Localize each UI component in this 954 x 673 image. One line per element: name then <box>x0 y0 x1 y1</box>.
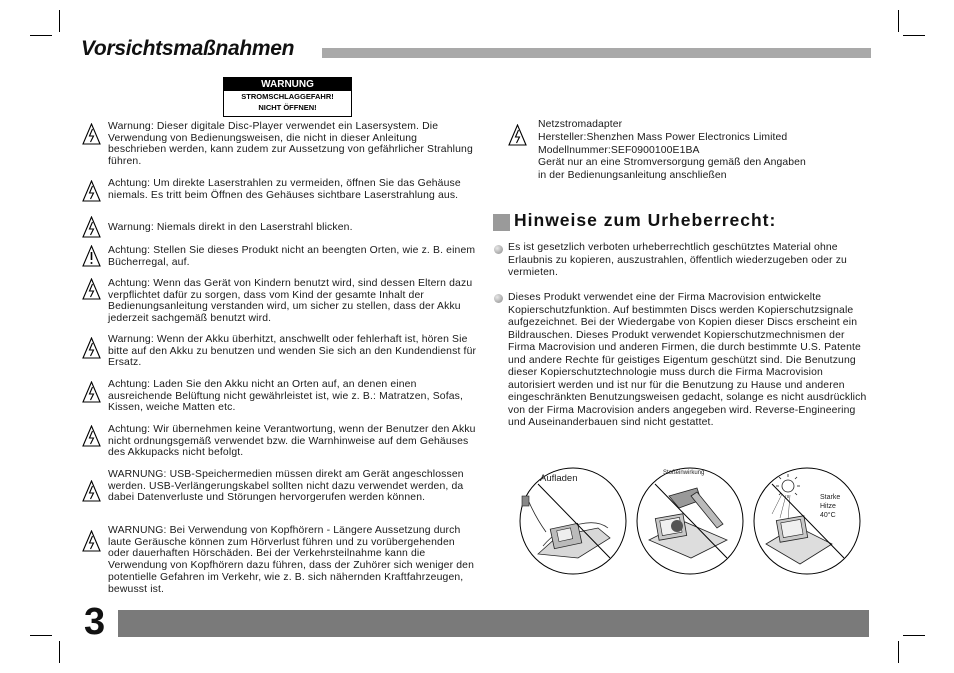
crop-mark <box>30 35 52 36</box>
note-text: Achtung: Laden Sie den Akku nicht an Orten auf, an denen einen ausreichende Belüftung nicht gewährleistet ist, wie z. B.: Matratzen, Sofas, Kissen, weiche Matten etc. <box>108 379 464 414</box>
adapter-info-line: in der Bedienungsanleitung anschließen <box>538 170 727 181</box>
crop-mark <box>898 10 899 32</box>
title-bar <box>322 48 871 58</box>
page-number: 3 <box>84 601 106 643</box>
note-text: Achtung: Um direkte Laserstrahlen zu vermeiden, öffnen Sie das Gehäuse niemals. Es tritt beim Öffnen des Gehäuses sichtbare Laserstrahlung aus. <box>108 178 461 201</box>
note-text: Warnung: Dieser digitale Disc-Player verwendet ein Lasersystem. Die Verwendung von Bedienungsweisen, die nicht in dieser Anleitung beschrieben werden, kann zudem zur Aussetzung von gefährlicher Strahlung führen. <box>108 121 473 168</box>
warning-label-line: NICHT ÖFFNEN! <box>258 103 317 112</box>
copyright-paragraph: Dieses Produkt verwendet eine der Firma Macrovision entwickelte Kopierschutzfunktion. Auf bestimmten Discs werden Kopierschutzsignale aufgezeichnet. Bei der Wiedergabe von Kopien dieser Discs erscheint ein Bildrauschen. Dieses Produkt verwendet Kopierschutzmechnismen der Firma Macrovision und anderen Firmen, die durch bestimmte U.S. Patente und andere Rechte für geistiges Eigentum geschützt sind. Die Benutzung dieser Kopierschutztechnologie muss durch die Firma Macrovision autorisiert werden und ist nur für die Benutzung zu Hause und anderen eingeschränkten Benutzungsweisen gedacht, solange es nicht ausdrücklich von der Firma Macrovision anders angegeben wird. Reverse-Engineering und Auseinanderbauen sind nicht gestattet. <box>508 292 867 429</box>
adapter-info-line: Netzstromadapter <box>538 119 623 130</box>
page-title: Vorsichtsmaßnahmen <box>81 37 295 60</box>
footer-bar <box>118 610 869 637</box>
warning-label-header: WARNUNG <box>224 78 351 91</box>
note-text: Warnung: Wenn der Akku überhitzt, anschwellt oder fehlerhaft ist, hören Sie bitte auf den Akku zu benutzen und wenden Sie sich an den Kundendienst für Ersatz. <box>108 334 477 369</box>
lightning-triangle-icon <box>508 124 527 146</box>
no-heat-illustration <box>752 466 862 576</box>
note-text: WARNUNG: USB-Speichermedien müssen direkt am Gerät angeschlossen werden. USB-Verlängerungskabel sollten nicht dazu verwendet werden, da dabei Datenverluste und Störungen hervorgerufen werden können. <box>108 469 464 504</box>
impact-label: Stoßeinwirkung <box>663 470 705 476</box>
crop-mark <box>903 635 925 636</box>
lightning-triangle-icon <box>82 216 101 238</box>
note-text: Achtung: Stellen Sie dieses Produkt nicht an beengten Orten, wie z. B. einem Bücherregal, auf. <box>108 245 476 268</box>
bullet-icon <box>494 294 503 303</box>
warning-label-line: STROMSCHLAGGEFAHR! <box>241 92 334 101</box>
crop-mark <box>59 641 60 663</box>
heat-label-line: Starke <box>820 494 841 501</box>
lightning-triangle-icon <box>82 278 101 300</box>
heat-label-line: 40°C <box>820 512 836 519</box>
note-text: WARNUNG: Bei Verwendung von Kopfhörern - Längere Aussetzung durch laute Geräusche können zum Hörverlust führen und zu vorübergehenden oder dauerhaften Hörschäden. Bei der Verkehrsteilnahme kann die Verwendung von Kopfhörern dazu führen, dass der Zuhörer sich weniger den potentielle Gefahren im Verkehr, wie z. B. sich nähernden Kraftfahrzeugen, bewusst ist. <box>108 525 475 595</box>
charging-label: Aufladen <box>540 473 578 484</box>
lightning-triangle-icon <box>82 425 101 447</box>
adapter-info-line: Hersteller:Shenzhen Mass Power Electronics Limited <box>538 132 788 143</box>
crop-mark <box>903 35 925 36</box>
crop-mark <box>59 10 60 32</box>
adapter-info-line: Gerät nur an eine Stromversorgung gemäß den Angaben <box>538 157 806 168</box>
crop-mark <box>898 641 899 663</box>
bullet-icon <box>494 245 503 254</box>
adapter-info-line: Modellnummer:SEF0900100E1BA <box>538 145 700 156</box>
lightning-triangle-icon <box>82 337 101 359</box>
crop-mark <box>30 635 52 636</box>
note-text: Achtung: Wir übernehmen keine Verantwortung, wenn der Benutzer den Akku nicht ordnungsgemäß verwendet bzw. die Warnhinweise auf dem Gehäuses des Akkupacks nicht befolgt. <box>108 424 476 459</box>
lightning-triangle-icon <box>82 480 101 502</box>
note-text: Achtung: Wenn das Gerät von Kindern benutzt wird, sind dessen Eltern dazu verpflichtet dafür zu sorgen, dass vom Kind der gesamte Inhalt der Bedienungsanleitung verstanden wird, um sicher zu stellen, dass der Akku jederzeit sachgemäß benutzt wird. <box>108 278 473 325</box>
warning-label-box <box>223 77 352 117</box>
no-impact-illustration <box>635 466 745 576</box>
section-marker-icon <box>493 214 510 231</box>
lightning-triangle-icon <box>82 123 101 145</box>
heat-label-line: Hitze <box>820 503 836 510</box>
lightning-triangle-icon <box>82 381 101 403</box>
lightning-triangle-icon <box>82 530 101 552</box>
exclamation-triangle-icon <box>82 245 101 267</box>
copyright-paragraph: Es ist gesetzlich verboten urheberrechtlich geschütztes Material ohne Erlaubnis zu kopieren, auszustrahlen, öffentlich wiederzugeben oder zu vermieten. <box>508 242 847 279</box>
note-text: Warnung: Niemals direkt in den Laserstrahl blicken. <box>108 222 353 233</box>
copyright-heading: Hinweise zum Urheberrecht: <box>514 210 777 230</box>
lightning-triangle-icon <box>82 180 101 202</box>
